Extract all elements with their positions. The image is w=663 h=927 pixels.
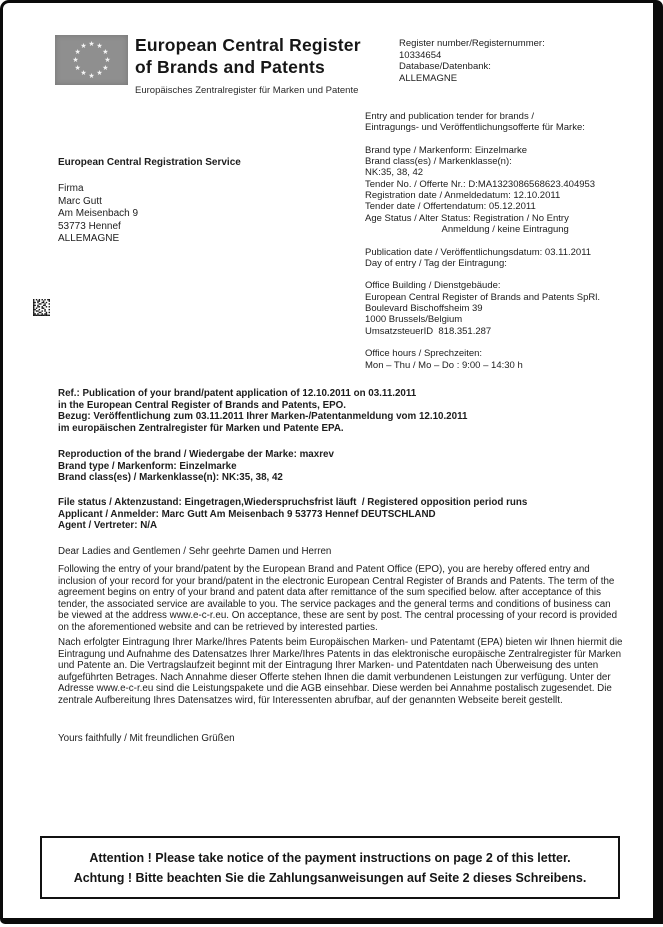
tender-detail-line bbox=[365, 235, 653, 246]
flag-star-icon: ★ bbox=[80, 70, 87, 78]
closing: Yours faithfully / Mit freundlichen Grüßen bbox=[58, 733, 235, 744]
file-status-line: Agent / Vertreter: N/A bbox=[58, 520, 158, 532]
tender-detail-line: Age Status / Alter Status: Registration / No Entry bbox=[365, 212, 569, 224]
eu-flag-logo bbox=[55, 35, 128, 85]
reference-block bbox=[58, 388, 624, 435]
tender-detail-line: Day of entry / Tag der Eintragung: bbox=[365, 257, 507, 269]
reference-line: Bezug: Veröffentlichung zum 03.11.2011 Ihrer Marken-/Patentanmeldung vom 12.10.2011 bbox=[58, 411, 468, 423]
tender-details bbox=[365, 111, 653, 371]
letterhead bbox=[135, 34, 405, 96]
recipient-address bbox=[58, 157, 348, 245]
tender-detail-line: Registration date / Anmeldedatum: 12.10.2011 bbox=[365, 190, 561, 202]
flag-star-icon: ★ bbox=[96, 70, 103, 78]
tender-detail-line: UmsatzsteuerID 818.351.287 bbox=[365, 325, 492, 337]
recipient-address-line: 53773 Hennef bbox=[58, 220, 121, 232]
letter-subtitle: Europäisches Zentralregister für Marken und Patente bbox=[135, 85, 359, 96]
recipient-address-line: Am Meisenbach 9 bbox=[58, 208, 139, 220]
recipient-address-line: ALLEMAGNE bbox=[58, 233, 120, 245]
flag-star-icon: ★ bbox=[104, 56, 111, 64]
recipient-address-line: Marc Gutt bbox=[58, 195, 102, 207]
letter-title-line1: European Central Register bbox=[135, 35, 361, 55]
tender-detail-line: Publication date / Veröffentlichungsdatum: 03.11.2011 bbox=[365, 246, 592, 258]
sender-service-name: European Central Registration Service bbox=[58, 157, 241, 168]
body-paragraph-en: Following the entry of your brand/patent by the European Brand and Patent Office (EPO), you are hereby offered entry and inclusion of your record for your brand/patent in the electronic European Central Register of Brands and Patents. The term of the agreement begins on entry of your brand and patent data after remittance of the sum specified below. after acceptance of this tender, the associated service are available to you. The service packages and the general terms and conditions of business can be viewed at the address www.e-c-r.eu. On acceptance, these are sent by post. The central processing of your record is provided on the aforementioned website and can be retrieved by interested parties. bbox=[58, 564, 618, 633]
register-info-line: 10334654 bbox=[399, 49, 442, 61]
flag-star-icon: ★ bbox=[74, 64, 81, 72]
tender-detail-line: Boulevard Bischoffsheim 39 bbox=[365, 303, 483, 315]
tender-detail-line: Mon – Thu / Mo – Do : 9:00 – 14:30 h bbox=[365, 359, 523, 371]
register-info bbox=[399, 38, 649, 84]
datamatrix-barcode-icon bbox=[33, 299, 50, 316]
register-info-line: Database/Datenbank: bbox=[399, 61, 491, 73]
flag-star-icon: ★ bbox=[88, 40, 95, 48]
letter-title bbox=[135, 34, 405, 78]
recipient-address-line: Firma bbox=[58, 183, 84, 195]
tender-detail-line: NK:35, 38, 42 bbox=[365, 167, 424, 179]
tender-detail-line: Anmeldung / keine Eintragung bbox=[365, 223, 569, 235]
reference-line: in the European Central Register of Brands and Patents, EPO. bbox=[58, 399, 346, 411]
brand-line: Brand type / Markenform: Einzelmarke bbox=[58, 460, 237, 472]
tender-detail-line: Entry and publication tender for brands / bbox=[365, 111, 534, 122]
flag-star-icon: ★ bbox=[74, 48, 81, 56]
flag-star-icon: ★ bbox=[72, 56, 79, 64]
attention-line-en: Attention ! Please take notice of the payment instructions on page 2 of this letter. bbox=[89, 850, 571, 865]
tender-detail-line bbox=[365, 134, 653, 145]
tender-detail-line: Brand class(es) / Markenklasse(n): bbox=[365, 156, 512, 168]
reference-line: Ref.: Publication of your brand/patent application of 12.10.2011 on 03.11.2011 bbox=[58, 388, 417, 399]
brand-block bbox=[58, 449, 624, 484]
letter-title-line2: of Brands and Patents bbox=[135, 57, 325, 77]
flag-star-icon: ★ bbox=[88, 72, 95, 80]
flag-star-icon: ★ bbox=[102, 64, 109, 72]
scan-edge-bar bbox=[8, 918, 663, 924]
file-status-line: Applicant / Anmelder: Marc Gutt Am Meisenbach 9 53773 Hennef DEUTSCHLAND bbox=[58, 508, 436, 520]
reference-line: im europäischen Zentralregister für Marken und Patente EPA. bbox=[58, 423, 344, 435]
register-info-line: Register number/Registernummer: bbox=[399, 38, 545, 49]
tender-detail-line: 1000 Brussels/Belgium bbox=[365, 314, 463, 326]
register-info-line: ALLEMAGNE bbox=[399, 72, 458, 84]
flag-star-icon: ★ bbox=[80, 42, 87, 50]
tender-detail-line: Office hours / Sprechzeiten: bbox=[365, 348, 483, 360]
flag-star-icon: ★ bbox=[102, 48, 109, 56]
file-status-block bbox=[58, 497, 624, 532]
tender-detail-line bbox=[365, 269, 653, 280]
tender-detail-line bbox=[365, 337, 653, 348]
brand-line: Brand class(es) / Markenklasse(n): NK:35, 38, 42 bbox=[58, 472, 283, 484]
brand-line: Reproduction of the brand / Wiedergabe der Marke: maxrev bbox=[58, 449, 334, 460]
salutation: Dear Ladies and Gentlemen / Sehr geehrte Damen und Herren bbox=[58, 546, 332, 557]
attention-line-de: Achtung ! Bitte beachten Sie die Zahlungsanweisungen auf Seite 2 dieses Schreibens. bbox=[73, 870, 587, 885]
tender-detail-line: Tender No. / Offerte Nr.: D:MA1323086568623.404953 bbox=[365, 178, 596, 190]
attention-box bbox=[40, 836, 620, 899]
tender-detail-line: European Central Register of Brands and Patents SpRl. bbox=[365, 291, 600, 303]
flag-star-icon: ★ bbox=[96, 42, 103, 50]
file-status-line: File status / Aktenzustand: Eingetragen,Wiederspruchsfrist läuft / Registered opposition period runs bbox=[58, 497, 528, 508]
tender-detail-line: Brand type / Markenform: Einzelmarke bbox=[365, 144, 528, 156]
tender-detail-line: Office Building / Dienstgebäude: bbox=[365, 280, 501, 292]
body-paragraph-de: Nach erfolgter Eintragung Ihrer Marke/Ihres Patents beim Europäischen Marken- und Patentamt (EPA) bieten wir Ihnen hiermit die Eintragung und Aufnahme des Datensatzes Ihrer Marke/Ihres Patents in das elektronische europäische Zentralregister für Marken und Patente an. Die Vertragslaufzeit beginnt mit der Eintragung Ihrer Marken- und Patentdaten nach Überweisung des unten aufgeführten Betrages. Nach Annahme dieser Offerte stehen Ihnen die damit verbundenen Leistungen zur verfügung. Unter der Adresse www.e-c-r.eu sind die Leistungspakete und die AGB einsehbar. Diese werden bei Annahme postalisch zugesendet. Die zentrale Aufbereitung Ihres Datensatzes wird, für Interessenten abrufbar, auf der genannten Webseite bereit gestellt. bbox=[58, 637, 623, 706]
tender-detail-line: Tender date / Offertendatum: 05.12.2011 bbox=[365, 201, 536, 213]
recipient-address-lines bbox=[58, 183, 348, 245]
tender-detail-line: Eintragungs- und Veröffentlichungsofferte für Marke: bbox=[365, 122, 585, 134]
